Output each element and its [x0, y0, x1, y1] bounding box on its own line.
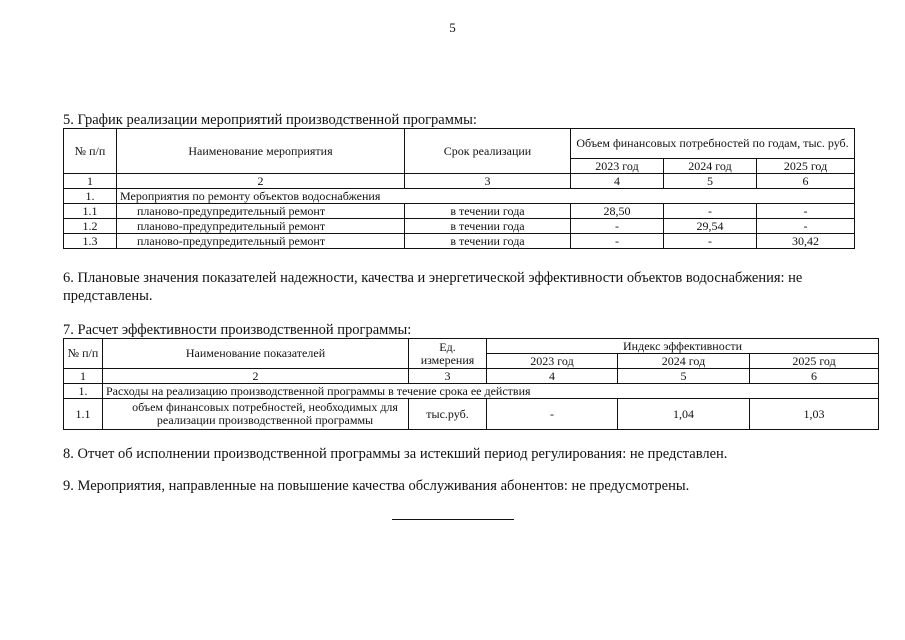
col-header-year-2024: 2024 год: [664, 159, 757, 174]
col-header-term: Срок реализации: [405, 129, 571, 174]
row-num: 1.2: [64, 219, 117, 234]
row-name: планово-предупредительный ремонт: [117, 219, 405, 234]
row-unit: тыс.руб.: [409, 399, 487, 430]
row-num: 1.1: [64, 204, 117, 219]
table-row: [64, 204, 855, 219]
column-number-row: [64, 174, 855, 189]
section-8-text: 8. Отчет об исполнении производственной программы за истекший период регулирования: не представлен.: [63, 446, 728, 462]
row-num: 1.1: [64, 399, 103, 430]
section-5-title: 5. График реализации мероприятий производственной программы:: [63, 112, 477, 128]
column-number: 2: [103, 369, 409, 384]
row-name: планово-предупредительный ремонт: [117, 204, 405, 219]
column-number: 5: [618, 369, 750, 384]
column-number: 6: [750, 369, 879, 384]
column-number: 1: [64, 174, 117, 189]
row-2024: 29,54: [664, 219, 757, 234]
column-number: 3: [409, 369, 487, 384]
column-number: 5: [664, 174, 757, 189]
section-9-text: 9. Мероприятия, направленные на повышение качества обслуживания абонентов: не предусмотрены.: [63, 478, 690, 494]
closing-rule: [392, 519, 514, 520]
group-num: 1.: [64, 189, 117, 204]
row-2025: -: [757, 219, 855, 234]
column-number: 6: [757, 174, 855, 189]
column-number-row: [64, 369, 879, 384]
row-2023: -: [571, 234, 664, 249]
col-header-index: Индекс эффективности: [487, 339, 879, 354]
row-2024: -: [664, 234, 757, 249]
group-label: Расходы на реализацию производственной программы в течение срока ее действия: [103, 384, 879, 399]
column-number: 4: [571, 174, 664, 189]
table-row: [64, 234, 855, 249]
col-header-year-2023: 2023 год: [487, 354, 618, 369]
col-header-num: № п/п: [64, 339, 103, 369]
row-2024: -: [664, 204, 757, 219]
group-row: [64, 384, 879, 399]
group-row: [64, 189, 855, 204]
col-header-volume: Объем финансовых потребностей по годам, тыс. руб.: [571, 129, 855, 159]
table-row: [64, 399, 879, 430]
row-2023: -: [571, 219, 664, 234]
efficiency-table: [63, 338, 879, 430]
group-label: Мероприятия по ремонту объектов водоснабжения: [117, 189, 855, 204]
row-2024: 1,04: [618, 399, 750, 430]
row-name: объем финансовых потребностей, необходимых для реализации производственной программы: [103, 399, 409, 430]
col-header-name: Наименование мероприятия: [117, 129, 405, 174]
col-header-unit: Ед. измерения: [409, 339, 487, 369]
schedule-table: [63, 128, 855, 249]
row-num: 1.3: [64, 234, 117, 249]
row-2023: 28,50: [571, 204, 664, 219]
table-row: [64, 219, 855, 234]
section-7-title: 7. Расчет эффективности производственной программы:: [63, 322, 412, 338]
row-term: в течении года: [405, 204, 571, 219]
column-number: 3: [405, 174, 571, 189]
column-number: 1: [64, 369, 103, 384]
section-6-text: 6. Плановые значения показателей надежности, качества и энергетической эффективности объектов водоснабжения: не представлены.: [63, 270, 803, 304]
column-number: 2: [117, 174, 405, 189]
col-header-name: Наименование показателей: [103, 339, 409, 369]
col-header-num: № п/п: [64, 129, 117, 174]
col-header-year-2025: 2025 год: [757, 159, 855, 174]
page-number: 5: [449, 20, 456, 35]
col-header-year-2023: 2023 год: [571, 159, 664, 174]
row-term: в течении года: [405, 234, 571, 249]
row-2025: 1,03: [750, 399, 879, 430]
row-2025: -: [757, 204, 855, 219]
row-2025: 30,42: [757, 234, 855, 249]
row-2023: -: [487, 399, 618, 430]
col-header-year-2024: 2024 год: [618, 354, 750, 369]
row-name: планово-предупредительный ремонт: [117, 234, 405, 249]
group-num: 1.: [64, 384, 103, 399]
column-number: 4: [487, 369, 618, 384]
col-header-year-2025: 2025 год: [750, 354, 879, 369]
row-term: в течении года: [405, 219, 571, 234]
